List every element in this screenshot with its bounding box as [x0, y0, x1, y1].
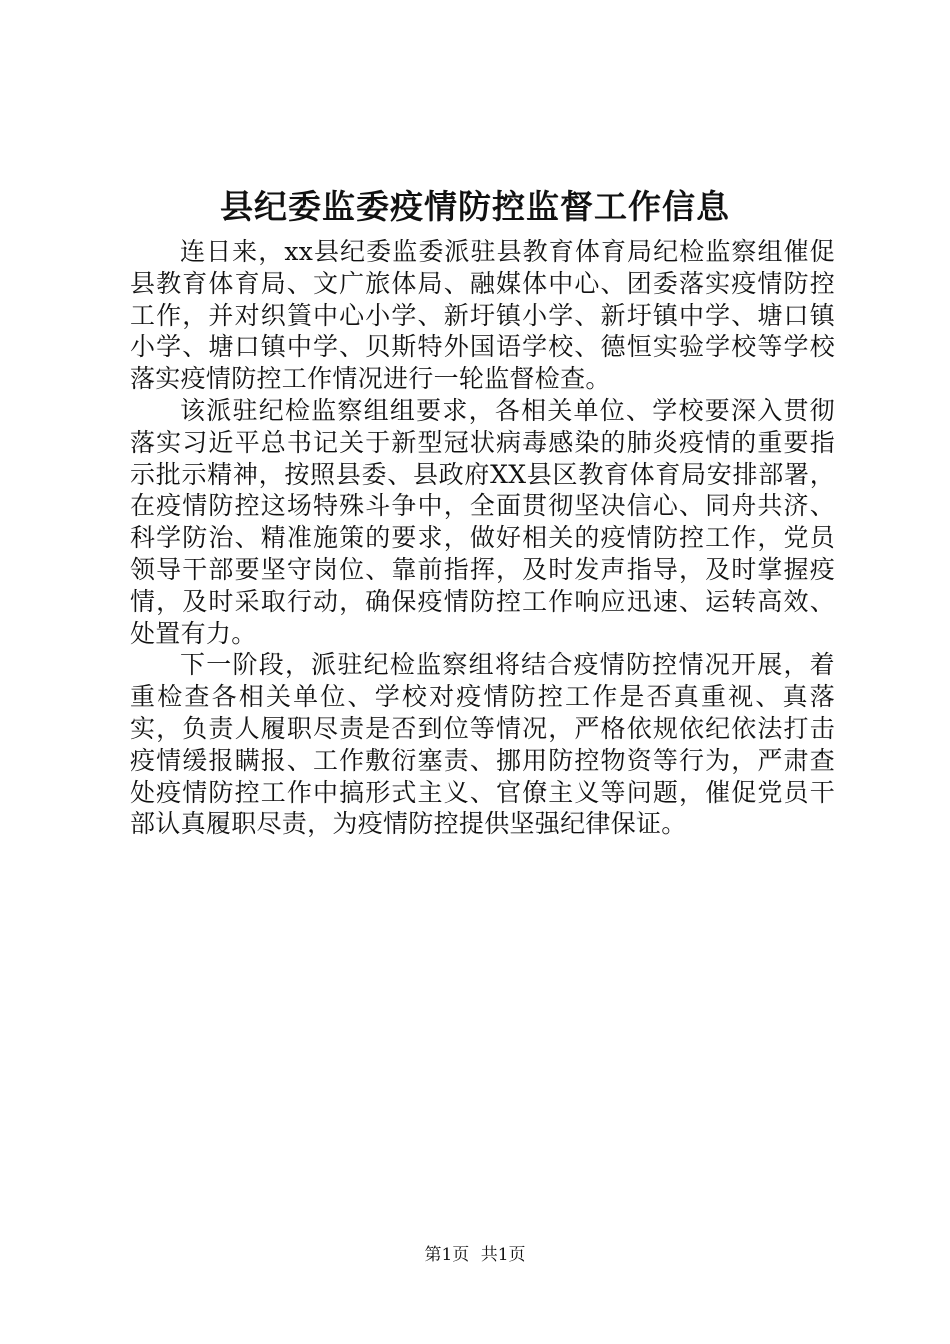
- page-number: 第1页: [424, 1245, 470, 1265]
- paragraph-2: 该派驻纪检监察组组要求，各相关单位、学校要深入贯彻落实习近平总书记关于新型冠状病毒感染的肺炎疫情的重要指示批示精神，按照县委、县政府XX县区教育体育局安排部署，在疫情防控这场特殊斗争中，全面贯彻坚决信心、同舟共济、科学防治、精准施策的要求，做好相关的疫情防控工作，党员领导干部要坚守岗位、靠前指挥，及时发声指导，及时掌握疫情，及时采取行动，确保疫情防控工作响应迅速、运转高效、处置有力。: [130, 395, 835, 648]
- document-body: [130, 236, 835, 840]
- page-total: 共1页: [480, 1245, 526, 1265]
- paragraph-3: 下一阶段，派驻纪检监察组将结合疫情防控情况开展，着重检查各相关单位、学校对疫情防控工作是否真重视、真落实，负责人履职尽责是否到位等情况，严格依规依纪依法打击疫情缓报瞒报、工作敷衍塞责、挪用防控物资等行为，严肃查处疫情防控工作中搞形式主义、官僚主义等问题，催促党员干部认真履职尽责，为疫情防控提供坚强纪律保证。: [130, 650, 835, 839]
- paragraph-1: 连日来，xx县纪委监委派驻县教育体育局纪检监察组催促县教育体育局、文广旅体局、融媒体中心、团委落实疫情防控工作，并对织篢中心小学、新圩镇小学、新圩镇中学、塘口镇小学、塘口镇中学、贝斯特外国语学校、德恒实验学校等学校落实疫情防控工作情况进行一轮监督检查。: [130, 237, 835, 394]
- document-title: 县纪委监委疫情防控监督工作信息: [220, 187, 730, 226]
- page-footer: [0, 1243, 950, 1267]
